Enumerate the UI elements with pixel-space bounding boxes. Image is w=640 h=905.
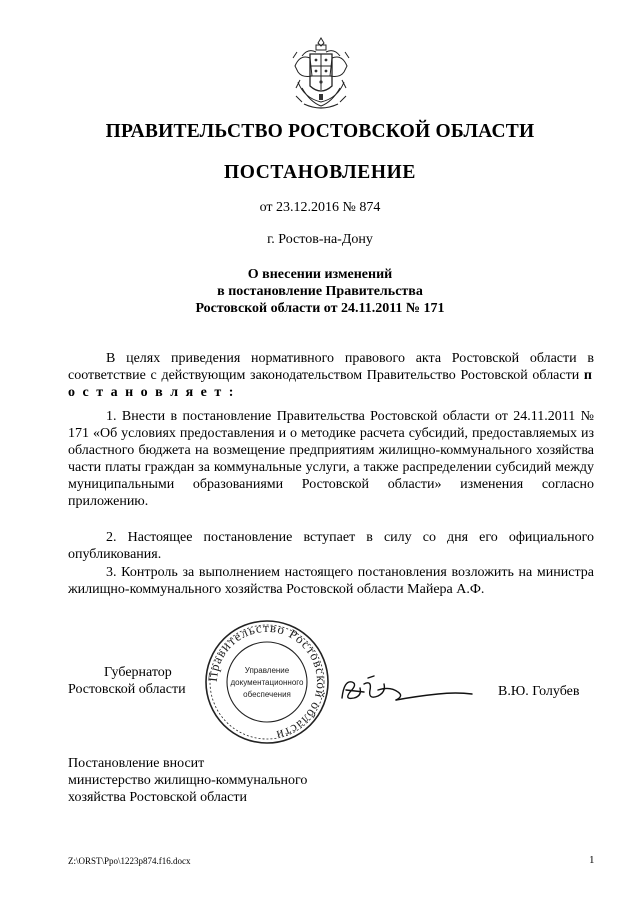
footer-file-path: Z:\ORST\Ppo\1223p874.f16.docx [68, 856, 191, 866]
preamble-text: В целях приведения нормативного правового акта Ростовской области в соответствие с действующим законодательством Правительство Ростовской области [68, 351, 594, 383]
decree-item: 2. Настоящее постановление вступает в силу со дня его официального опубликования. [68, 530, 594, 562]
signatory-title-line: Губернатор [104, 665, 172, 680]
handwritten-signature-icon [338, 670, 478, 710]
official-stamp-icon [202, 617, 332, 747]
subject-line: в постановление Правительства [217, 284, 423, 299]
decree-keyword: п о с т а н о в л я е т : [68, 368, 594, 400]
introduced-by-block [68, 755, 408, 806]
stamp-ring-text: Правительство Ростовской области [204, 619, 330, 744]
signatory-name: В.Ю. Голубев [498, 684, 580, 699]
document-subject [0, 266, 640, 317]
document-date: от 23.12.2016 № 874 [259, 200, 381, 215]
document-type-title: ПОСТАНОВЛЕНИЕ [223, 162, 417, 183]
signatory-title [68, 664, 218, 698]
introduced-by-line: хозяйства Ростовской области [68, 790, 247, 805]
subject-line: О внесении изменений [247, 267, 393, 282]
stamp-center-line: обеспечения [243, 690, 291, 699]
decree-item: 1. Внести в постановление Правительства Ростовской области от 24.11.2011 № 171 «Об условиях предоставления и о методике расчета субсидий, предоставляемых из областного бюджета на возмещение предприятиям жилищно-коммунального хозяйства части платы граждан за коммунальные услуги, а также распределении субсидий между муниципальными образованиями Ростовской области» изменения согласно приложению. [68, 409, 594, 509]
coat-of-arms-icon [290, 36, 352, 112]
signatory-title-line: Ростовской области [68, 682, 186, 697]
decree-item: 3. Контроль за выполнением настоящего постановления возложить на министра жилищно-коммунального хозяйства Ростовской области Майера А.Ф. [68, 565, 594, 597]
document-city: г. Ростов-на-Дону [267, 232, 373, 247]
stamp-center-line: Управление [244, 666, 290, 675]
subject-line: Ростовской области от 24.11.2011 № 171 [195, 301, 445, 316]
introduced-by-line: министерство жилищно-коммунального [68, 773, 308, 788]
page-number: 1 [589, 854, 595, 866]
introduced-by-line: Постановление вносит [68, 756, 205, 771]
preamble-paragraph [68, 350, 594, 401]
organization-title: ПРАВИТЕЛЬСТВО РОСТОВСКОЙ ОБЛАСТИ [105, 121, 535, 142]
stamp-center-line: документационного [230, 678, 304, 687]
